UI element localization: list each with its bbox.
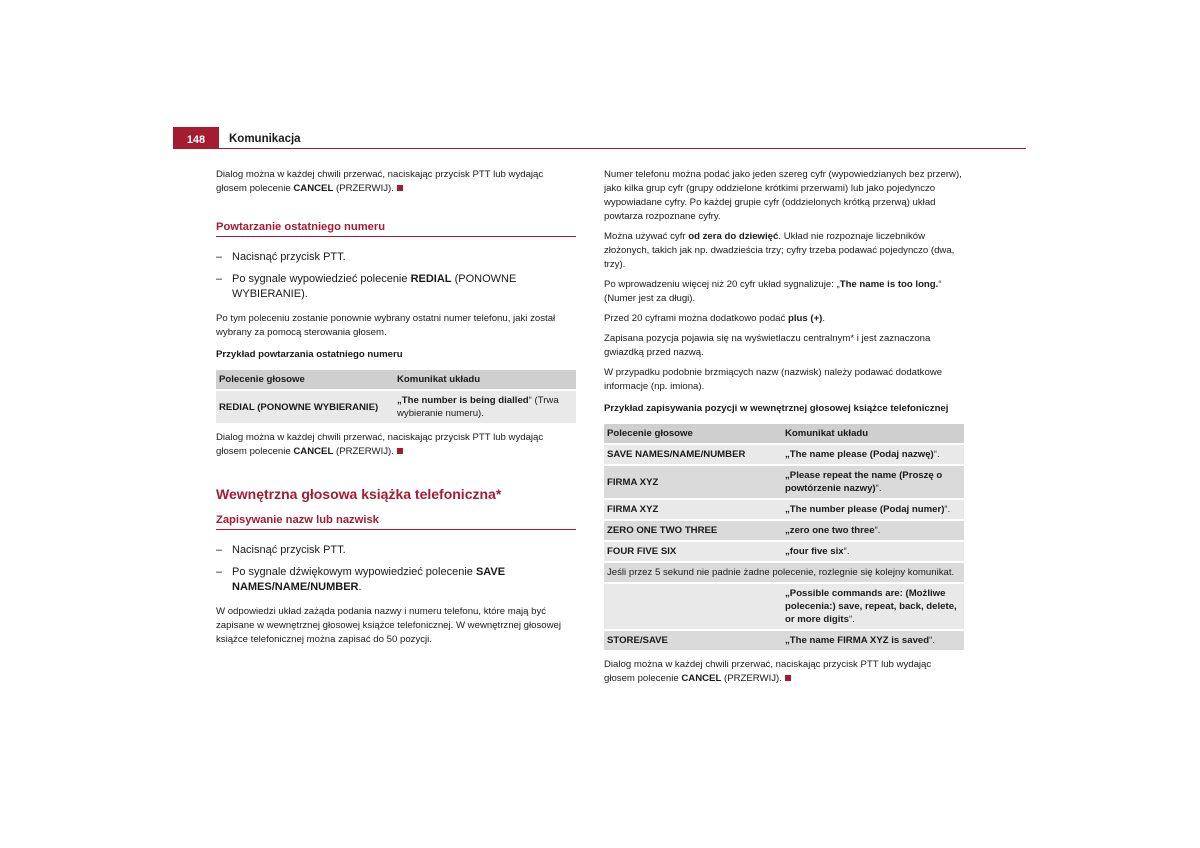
table-cell: FIRMA XYZ [604,466,782,498]
page-number: 148 [173,127,219,149]
text: Dialog można w każdej chwili przerwać, naciskając przycisk PTT lub wydając głosem polecenie [216,169,544,194]
left-column [216,168,576,653]
table-row [604,542,964,561]
text: Można używać cyfr [604,231,689,242]
table-cell: FIRMA XYZ [604,500,782,519]
text: “ (Numer jest za długi). [604,279,942,304]
text: „four five six [785,546,844,557]
table-row [604,445,964,464]
text: Przed 20 cyframi można dodatkowo podać [604,313,788,324]
paragraph: W przypadku podobnie brzmiących nazw (nazwisk) należy podawać dodatkowe informacje (np. imiona). [604,367,943,392]
text: “. [848,614,855,625]
list-item: – Nacisnąć przycisk PTT. [216,251,346,263]
paragraph [604,230,964,272]
paragraph: Zapisana pozycja pojawia się na wyświetlaczu centralnym* i jest zaznaczona gwiazdką przed nazwą. [604,333,931,358]
table-header: Polecenie głosowe [216,370,394,389]
paragraph [604,278,964,306]
text: od zera do dziewięć [688,231,779,242]
text: „zero one two three [785,525,875,536]
table-row [604,631,964,650]
table-cell [394,391,576,423]
table-cell: REDIAL (PONOWNE WYBIERANIE) [216,391,394,423]
phonebook-table [604,424,964,650]
text: „Possible commands are: (Możliwe polecenia:) save, repeat, back, delete, or more digits [785,588,957,625]
redial-command: REDIAL [410,273,452,285]
table-cell [782,521,964,540]
square-end-icon [785,675,791,681]
save-command: SAVE NAMES/NAME/NUMBER [232,566,506,593]
text: Po sygnale wypowiedzieć polecenie [232,273,411,285]
cancel-command: CANCEL [681,673,722,684]
text: Po sygnale dźwiękowym wypowiedzieć polecenie [232,566,476,578]
text: (PRZERWIJ). [333,183,394,194]
text: Nacisnąć przycisk PTT. [232,251,346,263]
table-row [604,521,964,540]
table-cell [782,500,964,519]
table-cell [782,631,964,650]
cancel-command: CANCEL [293,183,334,194]
table-cell: STORE/SAVE [604,631,782,650]
redial-table [216,370,576,423]
table-header: Polecenie głosowe [604,424,782,443]
table-cell [782,466,964,498]
table-cell [782,584,964,629]
page-header [173,127,1026,149]
save-names-paragraph: W odpowiedzi układ zażąda podania nazwy i numeru telefonu, które mają być zapisane w wewnętrznej głosowej książce telefonicznej. W wewnętrznej głosowej książce telefonicznej można zapisać do 50 pozycji. [216,606,562,645]
text: “. [929,635,935,646]
table-cell: FOUR FIVE SIX [604,542,782,561]
text: “. [933,449,940,460]
cancel-command: CANCEL [293,446,334,457]
table-header: Komunikat układu [782,424,964,443]
text: . [358,581,362,593]
table-cell: SAVE NAMES/NAME/NUMBER [604,445,782,464]
right-column [604,168,964,692]
list-item: – Po sygnale wypowiedzieć polecenie REDIAL (PONOWNE WYBIERANIE). [216,273,517,300]
text: “ (Trwa wybieranie numeru). [397,395,559,419]
list-item: – Po sygnale dźwiękowym wypowiedzieć polecenie SAVE NAMES/NAME/NUMBER. [216,566,506,593]
table-row [604,500,964,519]
text: “. [944,504,951,515]
table-cell [782,445,964,464]
text: Dialog można w każdej chwili przerwać, naciskając przycisk PTT lub wydając głosem polecenie [604,659,932,684]
text: The name is too long. [839,279,939,290]
text: . [822,313,826,324]
paragraph: Numer telefonu można podać jako jeden szereg cyfr (wypowiedzianych bez przerw), jako kilka grup cyfr (grupy oddzielone krótkimi przerwami) lub jako pojedynczo wypowiadane cyfry. Po każdej grupie cyfr (oddzielonych krótką przerwą) układ powtarza rozpoznane cyfry. [604,169,962,222]
text: “. [874,525,881,536]
outro-paragraph [604,658,964,686]
chapter-title: Komunikacja [229,133,301,145]
table-row [604,466,964,498]
outro-paragraph [216,431,576,459]
text: (PONOWNE WYBIERANIE). [232,273,517,300]
text: (PRZERWIJ). [333,446,394,457]
text: (PRZERWIJ). [721,673,782,684]
text: “. [875,483,882,494]
text: . Układ nie rozpoznaje liczebników złożonych, takich jak np. dwadzieścia trzy; cyfry trzeba podawać pojedynczo (dwa, trzy). [604,231,955,270]
table-cell [782,542,964,561]
square-end-icon [397,185,403,191]
table-cell: Jeśli przez 5 sekund nie padnie żadne polecenie, rozlegnie się kolejny komunikat. [604,563,964,582]
table-header: Komunikat układu [394,370,576,389]
header-rule [173,148,1026,149]
text: “. [843,546,850,557]
text: „The name FIRMA XYZ is saved [785,635,930,646]
text: Nacisnąć przycisk PTT. [232,544,346,556]
main-section-title: Wewnętrzna głosowa książka telefoniczna* [216,486,502,502]
text: Po wprowadzeniu więcej niż 20 cyfr układ sygnalizuje: „ [604,279,840,290]
section-title-save-names: Zapisywanie nazw lub nazwisk [216,513,576,530]
text: „The number please (Podaj numer) [785,504,945,515]
table-label: Przykład powtarzania ostatniego numeru [216,349,403,360]
section-title-redial: Powtarzanie ostatniego numeru [216,220,576,237]
text: „The number is being dialled [397,395,529,406]
table-cell [604,584,782,629]
table-row [604,584,964,629]
table-label: Przykład zapisywania pozycji w wewnętrznej głosowej książce telefonicznej [604,403,949,414]
table-row [216,391,576,423]
text: Dialog można w każdej chwili przerwać, naciskając przycisk PTT lub wydając głosem polecenie [216,432,544,457]
text: „Please repeat the name (Proszę o powtórzenie nazwy) [785,470,943,494]
square-end-icon [397,448,403,454]
paragraph [604,312,964,326]
list-item: – Nacisnąć przycisk PTT. [216,544,346,556]
redial-paragraph: Po tym poleceniu zostanie ponownie wybrany ostatni numer telefonu, jaki został wybrany za pomocą sterowania głosem. [216,313,556,338]
table-cell: ZERO ONE TWO THREE [604,521,782,540]
text: plus (+) [787,313,823,324]
table-row [604,563,964,582]
intro-paragraph [216,168,576,196]
text: „The name please (Podaj nazwę) [785,449,934,460]
